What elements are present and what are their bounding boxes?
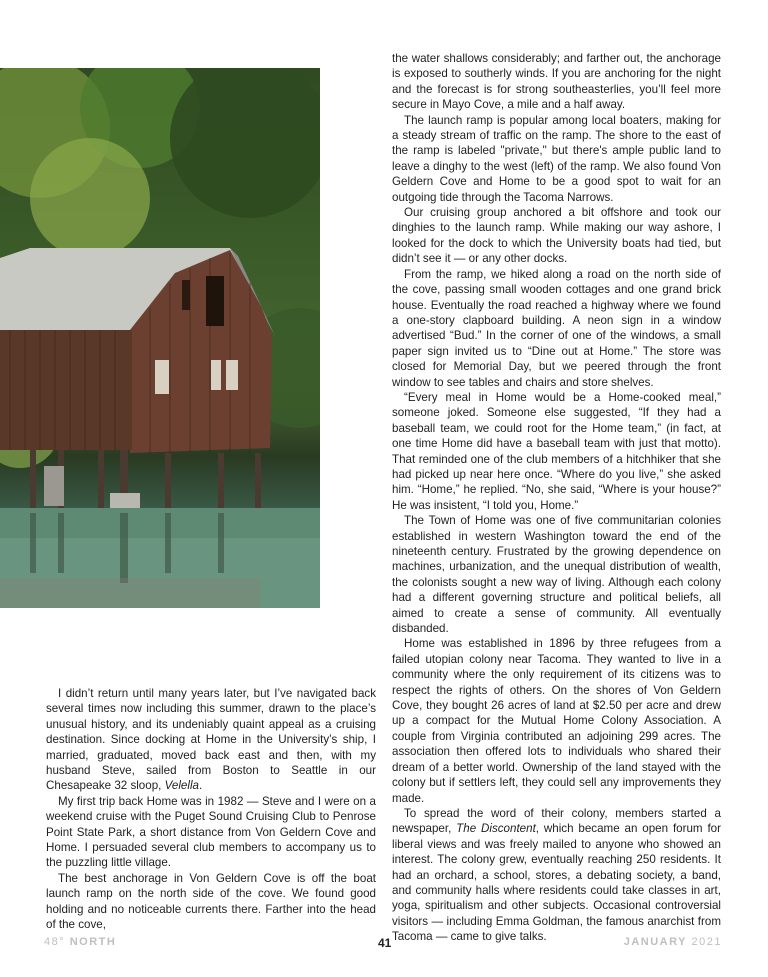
page-footer bbox=[0, 936, 768, 950]
right-text-column bbox=[392, 51, 721, 945]
paragraph: the water shallows considerably; and farther out, the anchorage is exposed to southerly winds. If you are anchoring for the night and the forecast is for strong southeasterlies, you’ll feel more secure in Mayo Cove, a mile and a half away. bbox=[392, 52, 721, 112]
issue-date: JANUARY 2021 bbox=[623, 936, 722, 948]
paragraph: My first trip back Home was in 1982 — Steve and I were on a weekend cruise with the Puget Sound Cruising Club to Penrose Point State Park, a short distance from Von Geldern Cove and Home. I persuaded several club members to accompany us to the puzzling little village. bbox=[46, 794, 376, 870]
paragraph: The best anchorage in Von Geldern Cove is off the boat launch ramp on the north side of the cove. We found good holding and no noticeable currents there. Farther into the head of the cove, bbox=[46, 871, 376, 932]
paragraph: I didn’t return until many years later, but I’ve navigated back several times now including this summer, drawn to the place’s unusual history, and its undeniably quaint appeal as a cruising destination. Since docking at Home in the University’s ship, I married, graduated, moved back east and then, with my husband Steve, sailed from Boston to Seattle in our Chesapeake 32 sloop, Velella. bbox=[46, 687, 376, 793]
left-text-column bbox=[46, 686, 376, 933]
page-number: 41 bbox=[378, 936, 392, 950]
paragraph: Our cruising group anchored a bit offshore and took our dinghies to the launch ramp. While making our way ashore, I looked for the dock to which the University boats had tied, but didn’t see it — or any other docks. bbox=[392, 206, 721, 266]
paragraph: “Every meal in Home would be a Home-cooked meal,” someone joked. Someone else suggested, “If they had a baseball team, we could root for the Home team,” (in fact, at one time Home did have a baseball team with just that motto). That reminded one of the club members of a hitchhiker that she had picked up near here once. “Where do you live,” she asked him. “Home,” he replied. “No, she said, “Where is your house?” He was insistent, “I told you, Home.” bbox=[392, 390, 721, 512]
barn-on-stilts-illustration bbox=[0, 68, 320, 608]
paragraph: From the ramp, we hiked along a road on the north side of the cove, passing small wooden cottages and one grand brick house. Eventually the road reached a highway where we found a one-story clapboard building. A neon sign in a window advertised “Bud.” In the corner of one of the windows, a small paper sign invited us to “Dine out at Home.” The store was closed for Memorial Day, but we peered through the front window to see tables and chairs and store shelves. bbox=[392, 267, 721, 389]
newspaper-title: The Discontent bbox=[456, 822, 536, 836]
paragraph: The Town of Home was one of five communitarian colonies established in western Washington toward the end of the nineteenth century. Frustrated by the growing dependence on machines, urbanization, and the unequal distribution of wealth, the colonists sought a new way of living. Although each colony had a different governing structure and political beliefs, all aimed to create a sense of community. All eventually disbanded. bbox=[392, 514, 721, 636]
boat-name: Velella bbox=[164, 779, 199, 793]
paragraph: Home was established in 1896 by three refugees from a failed utopian colony near Tacoma. They wanted to live in a community where the only requirement of its citizens was to respect the rights of others. On the shores of Von Geldern Cove, they bought 26 acres of land at $2.50 per acre and drew up a compact for the Mutual Home Colony Association. A couple from Virginia contributed an adjoining 299 acres. The association then offered lots to individuals who shared their dream of a better world. Ownership of the land stayed with the colony but if settlers left, they could sell any improvements they made. bbox=[392, 637, 721, 805]
barn-photo bbox=[0, 68, 320, 608]
paragraph: To spread the word of their colony, members started a newspaper, The Discontent, which became an open forum for liberal views and was freely mailed to anyone who showed an interest. The colony grew, eventually reaching 250 residents. It had an orchard, a school, stores, a debating society, a band, and community halls where residents could take classes in art, yoga, spiritualism and other subjects. Occasional controversial visitors — including Emma Goldman, the famous anarchist from Tacoma — came to give talks. bbox=[392, 806, 721, 944]
paragraph: The launch ramp is popular among local boaters, making for a steady stream of traffic on the ramp. The shore to the east of the ramp is labeled "private," but there's ample public land to leave a dinghy to the west (left) of the ramp. We also found Von Geldern Cove and Home to be a good spot to wait for an outgoing tide through the Tacoma Narrows. bbox=[392, 113, 721, 204]
magazine-name: 48° NORTH bbox=[44, 936, 117, 948]
